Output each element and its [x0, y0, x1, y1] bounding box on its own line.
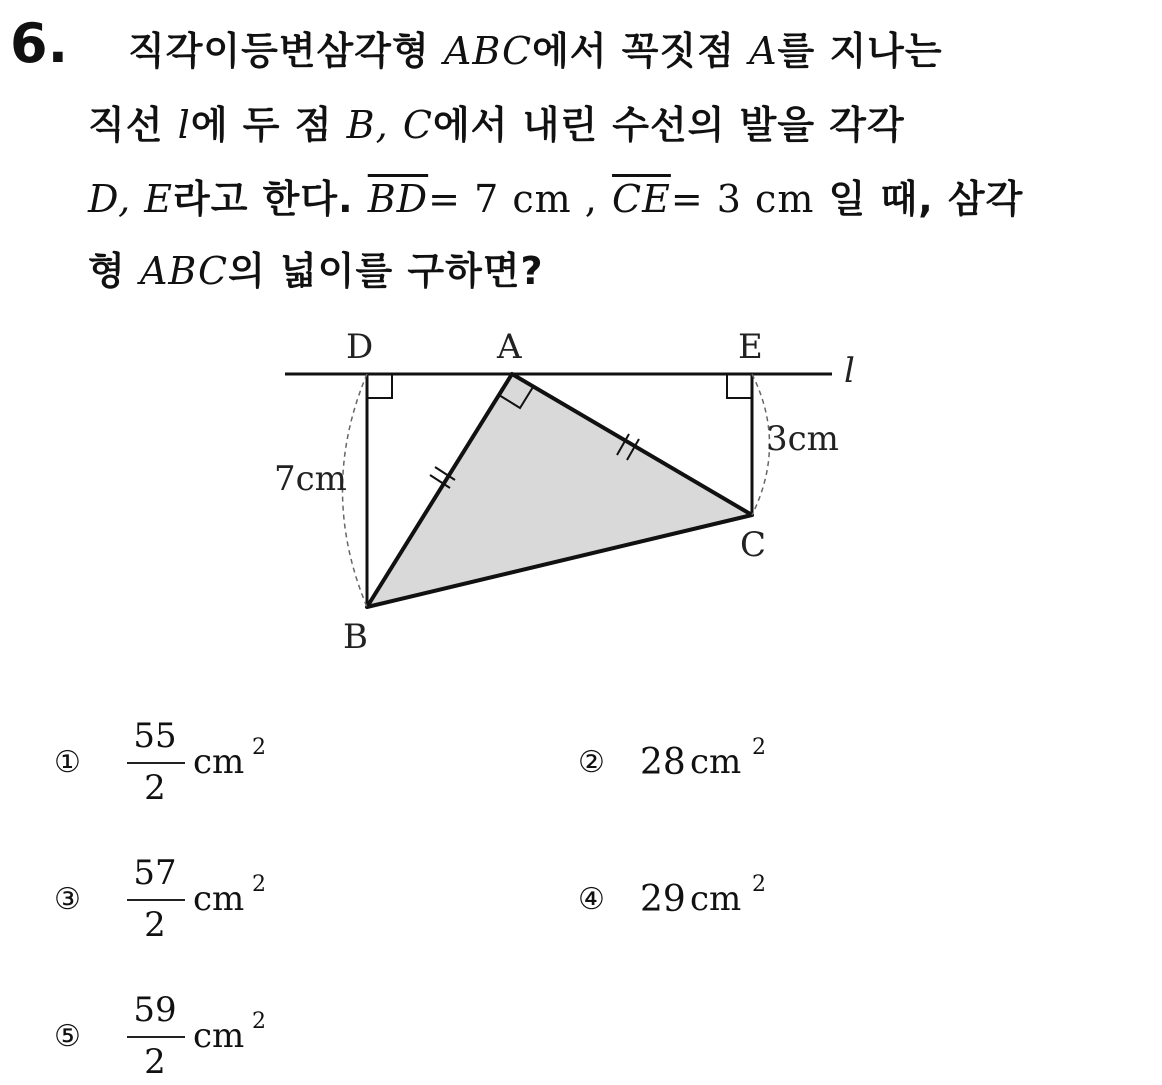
text: 에 두 점 — [190, 103, 347, 147]
choice-2-unit: cm — [690, 742, 742, 782]
math: ABC — [443, 29, 533, 73]
question-number: 6. — [10, 12, 69, 75]
choice-3-mark: ③ — [54, 882, 81, 917]
choice-1-unit: cm — [193, 742, 245, 782]
text: 의 넓이를 구하면? — [228, 249, 544, 293]
choice-1-denominator: 2 — [144, 768, 166, 808]
choice-2-mark: ② — [578, 745, 605, 780]
choice-4-mark: ④ — [578, 882, 605, 917]
choice-3-numerator: 57 — [133, 853, 177, 893]
choice-4-exponent: 2 — [752, 872, 766, 897]
label-3cm: 3cm — [766, 419, 839, 459]
text: 에서 내린 수선의 발을 각각 — [432, 103, 905, 147]
choice-5-exponent: 2 — [252, 1009, 266, 1034]
label-l: l — [844, 351, 855, 391]
choice-1-fraction-bar — [127, 762, 185, 764]
math: = 3 cm — [670, 177, 815, 221]
choice-5-mark: ⑤ — [54, 1019, 81, 1054]
choice-3-fraction-bar — [127, 899, 185, 901]
label-a: A — [497, 327, 522, 367]
math: = 7 cm , — [428, 177, 598, 221]
text: 직선 — [88, 103, 178, 147]
choice-1-numerator: 55 — [133, 716, 177, 756]
math: D, E — [88, 177, 174, 221]
text: 를 지나는 — [777, 29, 943, 73]
choice-5-fraction-bar — [127, 1036, 185, 1038]
choice-5-unit: cm — [193, 1016, 245, 1056]
label-c: C — [740, 525, 767, 565]
right-angle-e — [727, 374, 752, 398]
choice-3-denominator: 2 — [144, 905, 166, 945]
math: A — [749, 29, 778, 73]
choice-2-exponent: 2 — [752, 735, 766, 760]
text: 라고 한다. — [173, 177, 368, 221]
math: B, — [346, 103, 389, 147]
right-angle-d — [367, 374, 392, 398]
triangle-abc — [367, 374, 752, 607]
text: 일 때, 삼각 — [814, 177, 1024, 221]
choice-5-numerator: 59 — [133, 990, 177, 1030]
label-b: B — [343, 617, 368, 657]
choice-1-mark: ① — [54, 745, 81, 780]
math-segment-ce: $\overline{CE}$ — [612, 177, 671, 221]
label-7cm: 7cm — [274, 459, 347, 499]
label-d: D — [346, 327, 374, 367]
text: 에서 꼭짓점 — [532, 29, 750, 73]
choice-4-unit: cm — [690, 879, 742, 919]
choice-5-denominator: 2 — [144, 1042, 166, 1082]
choice-3-exponent: 2 — [252, 872, 266, 897]
choice-1-exponent: 2 — [252, 735, 266, 760]
choice-3-unit: cm — [193, 879, 245, 919]
math: C — [402, 103, 433, 147]
text: 형 — [88, 249, 140, 293]
label-e: E — [738, 327, 763, 367]
text: 직각이등변삼각형 — [128, 29, 444, 73]
choice-2-value: 28 — [640, 742, 686, 783]
math: l — [177, 103, 191, 147]
choice-4-value: 29 — [640, 879, 686, 920]
math-segment-bd: $\overline{BD}$ — [367, 177, 429, 221]
math: ABC — [139, 249, 229, 293]
